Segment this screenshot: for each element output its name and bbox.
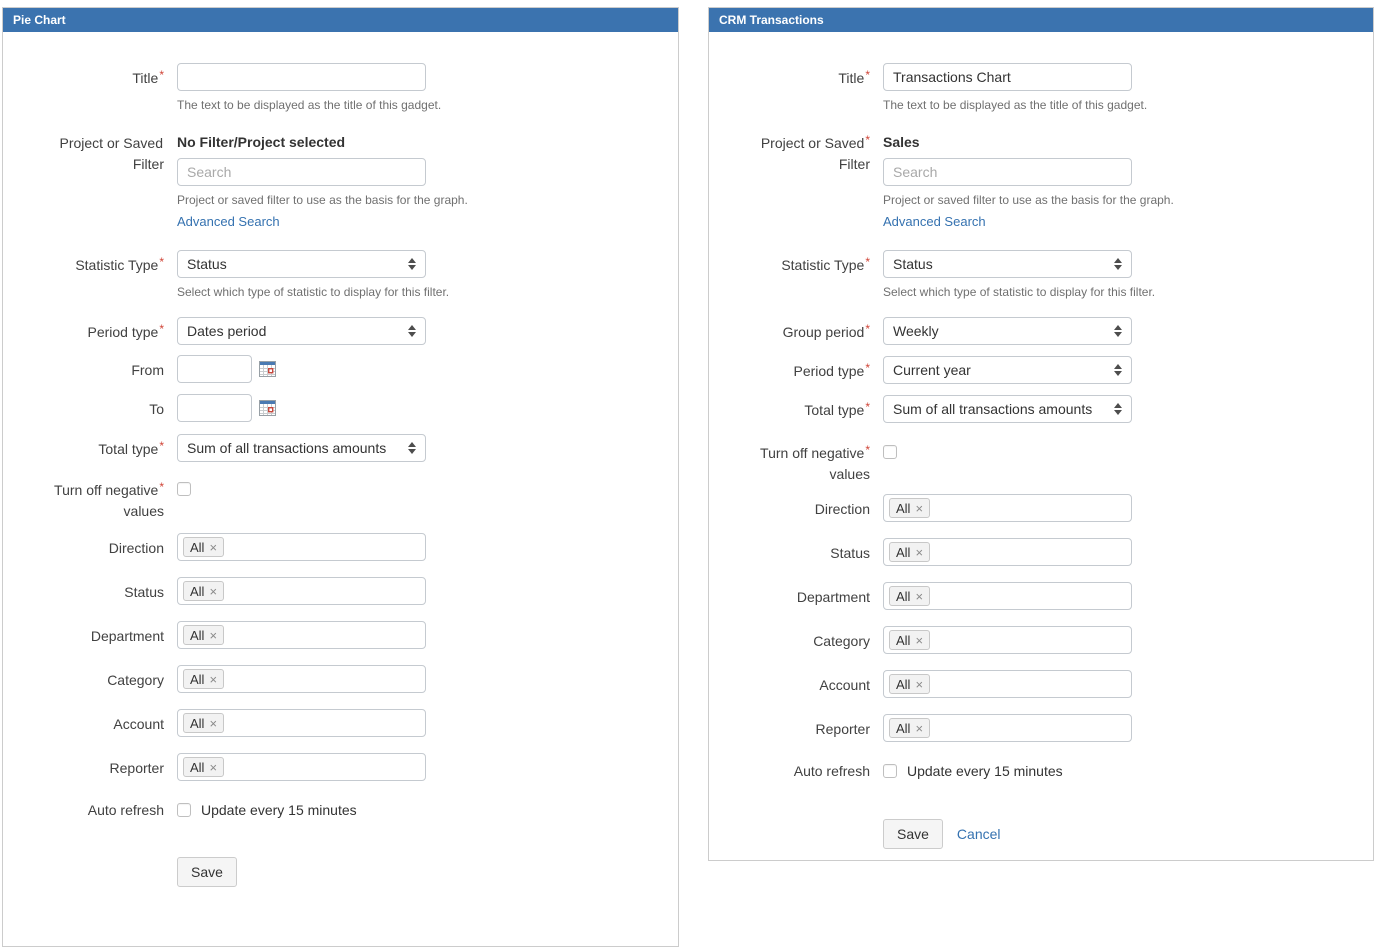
- title-field-row: [43, 63, 658, 112]
- selected-tag: All ×: [183, 757, 224, 777]
- select-arrows-icon: [1114, 324, 1123, 338]
- statistic-type-help-text: Select which type of statistic to display for this filter.: [883, 285, 1156, 299]
- turn-off-negative-checkbox[interactable]: [883, 445, 897, 459]
- required-asterisk: *: [865, 400, 870, 414]
- required-asterisk: *: [865, 255, 870, 269]
- period-type-row: [43, 317, 658, 345]
- auto-refresh-text: Update every 15 minutes: [907, 763, 1063, 779]
- selected-option: Status: [187, 256, 227, 272]
- total-type-select[interactable]: [883, 395, 1132, 423]
- statistic-type-label: Statistic Type*: [75, 255, 164, 273]
- remove-tag-icon[interactable]: ×: [209, 671, 218, 687]
- statistic-type-label: Statistic Type*: [781, 255, 870, 273]
- department-multiselect[interactable]: [883, 582, 1132, 610]
- auto-refresh-text: Update every 15 minutes: [201, 802, 357, 818]
- department-filter-row: [749, 582, 1353, 610]
- selected-filter-value: No Filter/Project selected: [177, 134, 346, 150]
- total-type-label: Total type*: [98, 439, 164, 457]
- title-input[interactable]: [177, 63, 426, 91]
- title-label: Title*: [132, 68, 164, 86]
- required-asterisk: *: [159, 255, 164, 269]
- required-asterisk: *: [865, 133, 870, 147]
- selected-option: Weekly: [893, 323, 939, 339]
- selected-tag: All ×: [889, 498, 930, 518]
- direction-label: Direction: [814, 501, 870, 517]
- remove-tag-icon[interactable]: ×: [915, 676, 924, 692]
- select-arrows-icon: [408, 324, 417, 338]
- category-filter-row: [749, 626, 1353, 654]
- selected-tag: All ×: [183, 713, 224, 733]
- group-period-label: Group period*: [782, 322, 870, 340]
- remove-tag-icon[interactable]: ×: [209, 715, 218, 731]
- selected-tag: All ×: [889, 542, 930, 562]
- title-input[interactable]: [883, 63, 1132, 91]
- advanced-search-link[interactable]: Advanced Search: [177, 214, 280, 229]
- remove-tag-icon[interactable]: ×: [915, 544, 924, 560]
- reporter-filter-row: [749, 714, 1353, 742]
- period-type-label: Period type*: [793, 361, 870, 379]
- total-type-label: Total type*: [804, 400, 870, 418]
- account-filter-row: [749, 670, 1353, 698]
- to-date-input[interactable]: [177, 394, 252, 422]
- advanced-search-link[interactable]: Advanced Search: [883, 214, 986, 229]
- category-filter-row: [43, 665, 658, 693]
- reporter-label: Reporter: [815, 721, 870, 737]
- select-arrows-icon: [408, 257, 417, 271]
- category-multiselect[interactable]: [177, 665, 426, 693]
- save-button[interactable]: Save: [883, 819, 943, 849]
- status-multiselect[interactable]: [177, 577, 426, 605]
- selected-tag: All ×: [183, 581, 224, 601]
- selected-option: Dates period: [187, 323, 267, 339]
- account-label: Account: [113, 716, 164, 732]
- period-type-row: [749, 356, 1353, 384]
- selected-filter-value: Sales: [883, 134, 920, 150]
- select-arrows-icon: [408, 441, 417, 455]
- title-help-text: The text to be displayed as the title of this gadget.: [883, 98, 1148, 112]
- turn-off-negative-checkbox[interactable]: [177, 482, 191, 496]
- to-label: To: [149, 401, 164, 417]
- reporter-filter-row: [43, 753, 658, 781]
- select-arrows-icon: [1114, 257, 1123, 271]
- from-date-row: [43, 355, 658, 383]
- from-label: From: [131, 362, 164, 378]
- remove-tag-icon[interactable]: ×: [915, 632, 924, 648]
- statistic-type-row: [43, 250, 658, 299]
- selected-tag: All ×: [183, 537, 224, 557]
- department-label: Department: [796, 589, 870, 605]
- period-type-select[interactable]: [177, 317, 426, 345]
- selected-tag: All ×: [183, 625, 224, 645]
- account-label: Account: [819, 677, 870, 693]
- department-label: Department: [90, 628, 164, 644]
- group-period-row: [749, 317, 1353, 345]
- title-field-row: [749, 63, 1353, 112]
- required-asterisk: *: [865, 361, 870, 375]
- remove-tag-icon[interactable]: ×: [209, 583, 218, 599]
- statistic-type-select[interactable]: [177, 250, 426, 278]
- calendar-icon[interactable]: [259, 361, 276, 377]
- remove-tag-icon[interactable]: ×: [915, 588, 924, 604]
- crm-transactions-gadget-panel: [708, 7, 1374, 861]
- turn-off-negative-label: Turn off negative* values: [760, 443, 870, 482]
- department-filter-row: [43, 621, 658, 649]
- selected-tag: All ×: [183, 669, 224, 689]
- total-type-row: [749, 395, 1353, 423]
- gadget-header-title: CRM Transactions: [709, 8, 1373, 32]
- status-label: Status: [830, 545, 870, 561]
- total-type-row: [43, 434, 658, 462]
- selected-option: Status: [893, 256, 933, 272]
- period-type-label: Period type*: [87, 322, 164, 340]
- selected-tag: All ×: [889, 586, 930, 606]
- selected-option: Sum of all transactions amounts: [893, 401, 1093, 417]
- auto-refresh-label: Auto refresh: [87, 802, 164, 818]
- period-type-select[interactable]: [883, 356, 1132, 384]
- title-label: Title*: [838, 68, 870, 86]
- filter-search-input[interactable]: [883, 158, 1132, 186]
- remove-tag-icon[interactable]: ×: [209, 759, 218, 775]
- total-type-select[interactable]: [177, 434, 426, 462]
- selected-option: Sum of all transactions amounts: [187, 440, 387, 456]
- reporter-multiselect[interactable]: [883, 714, 1132, 742]
- turn-off-negative-row: [43, 475, 658, 521]
- selected-tag: All ×: [889, 674, 930, 694]
- account-multiselect[interactable]: [177, 709, 426, 737]
- select-arrows-icon: [1114, 402, 1123, 416]
- from-date-input[interactable]: [177, 355, 252, 383]
- filter-help-text: Project or saved filter to use as the basis for the graph.: [883, 193, 1174, 207]
- required-asterisk: *: [865, 322, 870, 336]
- required-asterisk: *: [159, 322, 164, 336]
- filter-search-input[interactable]: [177, 158, 426, 186]
- auto-refresh-checkbox[interactable]: [883, 764, 897, 778]
- direction-multiselect[interactable]: [177, 533, 426, 561]
- reporter-multiselect[interactable]: [177, 753, 426, 781]
- gadget-config-form: [709, 32, 1373, 849]
- required-asterisk: *: [865, 443, 870, 457]
- remove-tag-icon[interactable]: ×: [915, 720, 924, 736]
- category-label: Category: [813, 633, 870, 649]
- status-filter-row: [749, 538, 1353, 566]
- category-label: Category: [107, 672, 164, 688]
- status-label: Status: [124, 584, 164, 600]
- direction-label: Direction: [108, 540, 164, 556]
- turn-off-negative-row: [749, 438, 1353, 484]
- project-filter-label: Project or Saved Filter: [59, 135, 164, 172]
- remove-tag-icon[interactable]: ×: [209, 539, 218, 555]
- project-filter-label: Project or Saved* Filter: [760, 133, 870, 172]
- statistic-type-select[interactable]: [883, 250, 1132, 278]
- selected-tag: All ×: [889, 718, 930, 738]
- direction-multiselect[interactable]: [883, 494, 1132, 522]
- remove-tag-icon[interactable]: ×: [915, 500, 924, 516]
- gadget-header-title: Pie Chart: [3, 8, 678, 32]
- project-filter-row: [43, 131, 658, 231]
- direction-filter-row: [43, 533, 658, 561]
- cancel-link[interactable]: Cancel: [956, 826, 1001, 842]
- gadget-config-form: [3, 32, 678, 887]
- selected-tag: All ×: [889, 630, 930, 650]
- required-asterisk: *: [159, 68, 164, 82]
- category-multiselect[interactable]: [883, 626, 1132, 654]
- save-button[interactable]: Save: [177, 857, 237, 887]
- statistic-type-help-text: Select which type of statistic to display for this filter.: [177, 285, 450, 299]
- form-actions-row: [749, 819, 1353, 849]
- to-date-row: [43, 394, 658, 422]
- remove-tag-icon[interactable]: ×: [209, 627, 218, 643]
- title-help-text: The text to be displayed as the title of this gadget.: [177, 98, 442, 112]
- status-multiselect[interactable]: [883, 538, 1132, 566]
- project-filter-row: [749, 131, 1353, 231]
- department-multiselect[interactable]: [177, 621, 426, 649]
- pie-chart-gadget-panel: [2, 7, 679, 947]
- select-arrows-icon: [1114, 363, 1123, 377]
- auto-refresh-checkbox[interactable]: [177, 803, 191, 817]
- form-actions-row: [43, 857, 658, 887]
- reporter-label: Reporter: [109, 760, 164, 776]
- auto-refresh-row: [43, 798, 658, 820]
- required-asterisk: *: [159, 439, 164, 453]
- selected-option: Current year: [893, 362, 971, 378]
- auto-refresh-row: [749, 759, 1353, 781]
- turn-off-negative-label: Turn off negative* values: [54, 480, 164, 519]
- group-period-select[interactable]: [883, 317, 1132, 345]
- required-asterisk: *: [865, 68, 870, 82]
- account-multiselect[interactable]: [883, 670, 1132, 698]
- auto-refresh-label: Auto refresh: [793, 763, 870, 779]
- account-filter-row: [43, 709, 658, 737]
- filter-help-text: Project or saved filter to use as the basis for the graph.: [177, 193, 468, 207]
- statistic-type-row: [749, 250, 1353, 299]
- calendar-icon[interactable]: [259, 400, 276, 416]
- direction-filter-row: [749, 494, 1353, 522]
- status-filter-row: [43, 577, 658, 605]
- required-asterisk: *: [159, 480, 164, 494]
